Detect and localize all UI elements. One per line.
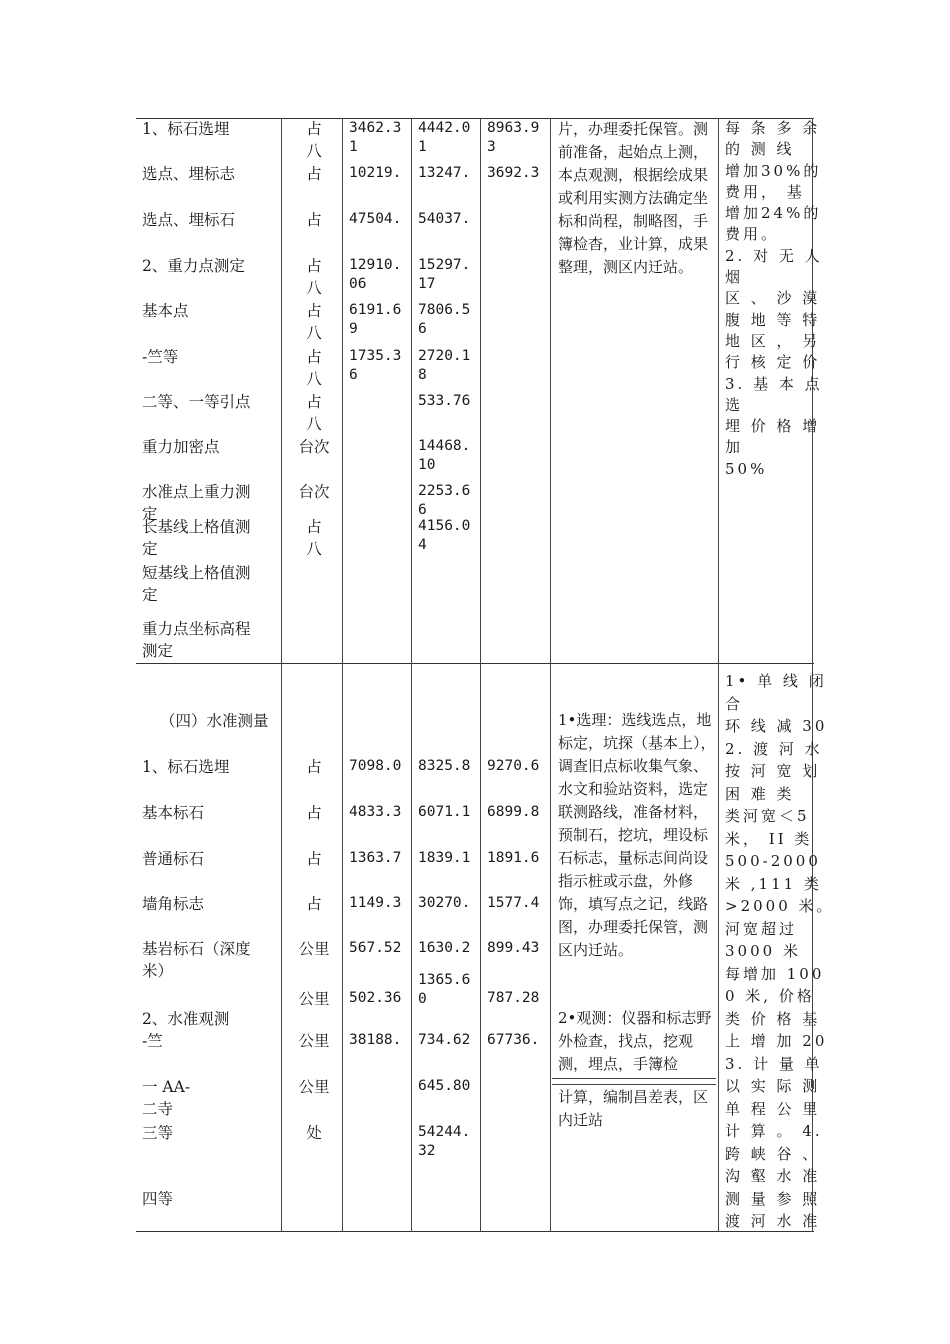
leveling-item-unit: 占 <box>306 895 322 913</box>
gravity-item-name: 水准点上重力测 定 <box>142 483 251 523</box>
leveling-price-c: 1891.6 <box>487 850 540 866</box>
gravity-price-c: 3692.3 <box>487 165 540 181</box>
col-divider-3 <box>411 118 412 1232</box>
leveling-price-c: 787.28 <box>487 990 540 1006</box>
note-line: 渡 河 水 准 <box>725 1212 821 1230</box>
note-line: 费用。 <box>725 225 780 244</box>
note-line: 类 价 格 基 <box>725 1009 821 1028</box>
note-line: 增加30%的 <box>725 161 822 180</box>
note-line: 每增加 100 <box>725 964 825 983</box>
col-divider-5 <box>550 118 551 1232</box>
gravity-item-unit: 占 八 <box>306 348 322 388</box>
leveling-item-unit: 公里 <box>298 1078 330 1096</box>
note-line: 的 测 线 <box>725 140 795 159</box>
gravity-item-unit: 台次 <box>298 438 330 456</box>
note-line: 加 <box>725 438 744 457</box>
gravity-item-name: -竺等 <box>142 348 179 366</box>
table-bottom-rule <box>136 1231 814 1232</box>
col-divider-6 <box>718 118 719 1232</box>
leveling-price-c: 1577.4 <box>487 895 540 911</box>
gravity-item-unit: 占 八 <box>306 393 322 433</box>
note-line: 单 程 公 里 <box>725 1099 821 1118</box>
leveling-item-unit: 占 <box>306 804 322 822</box>
note-line: 计 算 。 4. <box>725 1122 823 1140</box>
note-line: 环 线 减 30 <box>725 717 828 735</box>
note-line: 3. 计 量 单 <box>725 1054 823 1073</box>
leveling-price-b: 1839.1 <box>418 850 471 866</box>
gravity-price-b: 54037. <box>418 211 471 227</box>
note-line: 困 难 类 <box>725 784 795 803</box>
leveling-item-unit: 处 <box>306 1124 322 1142</box>
note-line: 上 增 加 20 <box>725 1032 828 1050</box>
col-divider-4 <box>480 118 481 1232</box>
gravity-price-a: 1735.3 6 <box>349 348 402 383</box>
leveling-item-name: 一 AA- 二寺 <box>142 1078 191 1118</box>
gravity-item-unit: 占 八 <box>306 120 322 160</box>
note-line: 河宽超过 <box>725 919 798 938</box>
gravity-work-description: 片，办理委托保管。测前准备，起始点上测，本点观测，根据绘成果或利用实测方法确定坐标和尚程，制略图，手簿检杳，业计算，成果整理，测区内迁站。 <box>558 120 709 276</box>
gravity-price-b: 533.76 <box>418 393 471 409</box>
gravity-item-unit: 占 <box>306 211 322 229</box>
leveling-price-a: 4833.3 <box>349 804 402 820</box>
gravity-item-name: 重力加密点 <box>142 438 220 456</box>
leveling-observation-description: 2•观测：仪器和标志野外检查，找点，挖观测，埋点，手簿检 <box>558 1009 712 1073</box>
note-line: 1• 单 线 闭 <box>725 672 827 690</box>
gravity-item-name: 短基线上格值测 定 <box>142 564 251 604</box>
note-line: 2. 对 无 人 <box>725 246 823 265</box>
leveling-price-b: 645.80 <box>418 1078 471 1094</box>
note-line: 按 河 宽 划 <box>725 762 821 780</box>
gravity-price-b: 4156.0 4 <box>418 518 471 553</box>
gravity-price-b: 7806.5 6 <box>418 302 471 337</box>
note-line: 类河宽＜5 <box>725 807 810 825</box>
note-line: 埋 价 格 增 <box>725 417 821 436</box>
gravity-item-unit: 占 八 <box>306 302 322 342</box>
leveling-item-name: 普通标石 <box>142 850 205 868</box>
gravity-item-name: 选点、埋标志 <box>142 165 236 183</box>
gravity-item-unit: 占 <box>306 165 322 183</box>
gravity-notes <box>725 118 823 480</box>
gravity-item-unit: 占 八 <box>306 257 322 297</box>
gravity-price-a: 47504. <box>349 211 402 227</box>
leveling-price-a: 7098.0 <box>349 758 402 774</box>
gravity-item-unit: 占 八 <box>306 518 322 558</box>
leveling-item-unit: 占 <box>306 758 322 776</box>
note-line: 2. 渡 河 水 <box>725 739 823 758</box>
note-line: 区 、 沙 漠 <box>725 289 821 308</box>
leveling-price-a: 1363.7 <box>349 850 402 866</box>
note-line: 50% <box>725 459 768 478</box>
note-line: 腹 地 等 特 <box>725 310 821 329</box>
leveling-item-unit: 公里 <box>298 990 330 1008</box>
note-line: 行 核 定 价 <box>725 353 821 372</box>
note-line: 费用， 基 <box>725 182 805 201</box>
leveling-price-a: 38188. <box>349 1032 402 1048</box>
note-line: 合 <box>725 694 744 713</box>
gravity-item-name: 二等、一等引点 <box>142 393 251 411</box>
leveling-price-c: 67736. <box>487 1032 540 1048</box>
note-line: 烟 <box>725 268 744 287</box>
leveling-item-name: 基本标石 <box>142 804 205 822</box>
note-line: >2000 米。 <box>725 897 835 915</box>
leveling-item-name: -竺 <box>142 1032 163 1050</box>
leveling-item-name: 四等 <box>142 1190 174 1208</box>
gravity-price-b: 13247. <box>418 165 471 181</box>
leveling-price-b: 8325.8 <box>418 758 471 774</box>
leveling-price-a: 567.52 <box>349 940 402 956</box>
note-line: 地 区 ， 另 <box>725 331 821 350</box>
gravity-item-unit: 台次 <box>298 483 330 501</box>
note-line: 3000 米 <box>725 942 801 960</box>
gravity-price-b: 14468. 10 <box>418 438 471 473</box>
leveling-price-c: 899.43 <box>487 940 540 956</box>
note-line: 选 <box>725 395 744 414</box>
leveling-price-a: 1149.3 <box>349 895 402 911</box>
note-line: 3. 基 本 点 <box>725 374 823 393</box>
gravity-price-b: 2720.1 8 <box>418 348 471 383</box>
col-divider-1 <box>281 118 282 1232</box>
leveling-calc-description: 计算，编制昌差表，区内迁站 <box>558 1088 709 1129</box>
leveling-burying-description: 1•选理：选线选点，地标定，坑探（基本上），调查旧点标收集气象、水文和验站资料，选定联测路线，准备材料，预制石，挖坑，埋设标石标志，量标志间尚设指示桩或示盘，外修饰，填写点之记，线路图，办理委托保管，测区内迁站。 <box>558 711 716 959</box>
leveling-price-b: 1630.2 <box>418 940 471 956</box>
gravity-price-c: 8963.9 3 <box>487 120 540 155</box>
leveling-price-b: 734.62 <box>418 1032 471 1048</box>
note-line: 跨 峡 谷 、 <box>725 1144 821 1163</box>
gravity-item-name: 2、重力点测定 <box>142 257 245 275</box>
gravity-item-name: 长基线上格值测 定 <box>142 518 251 558</box>
leveling-price-b: 54244. 32 <box>418 1124 471 1159</box>
leveling-item-name: 1、标石选埋 <box>142 758 230 776</box>
note-line: 增加24%的 <box>725 204 822 223</box>
gravity-price-a: 10219. <box>349 165 402 181</box>
leveling-price-c: 6899.8 <box>487 804 540 820</box>
leveling-price-a: 502.36 <box>349 990 402 1006</box>
note-line: 沟 壑 水 准 <box>725 1167 821 1185</box>
gravity-price-a: 6191.6 9 <box>349 302 402 337</box>
gravity-price-b: 4442.0 1 <box>418 120 471 155</box>
note-line: 米， II 类 <box>725 829 813 848</box>
leveling-item-name: 2、水准观测 <box>142 1010 230 1028</box>
gravity-item-name: 1、标石选埋 <box>142 120 230 138</box>
leveling-price-b: 1365.6 0 <box>418 972 471 1007</box>
gravity-price-b: 15297. 17 <box>418 257 471 292</box>
note-line: 每 条 多 余 <box>725 119 821 137</box>
note-line: 以 实 际 测 <box>725 1077 821 1095</box>
desc-inner-rule-1 <box>552 1078 716 1079</box>
note-line: 0 米, 价格 <box>725 987 815 1005</box>
leveling-notes <box>725 670 835 1232</box>
desc-inner-rule-2 <box>552 1084 716 1085</box>
gravity-price-b: 2253.6 6 <box>418 483 471 518</box>
gravity-item-name: 重力点坐标高程 测定 <box>142 620 251 660</box>
gravity-item-name: 选点、埋标石 <box>142 211 236 229</box>
leveling-item-name: 基岩标石（深度 米） <box>142 940 251 980</box>
leveling-item-unit: 占 <box>306 850 322 868</box>
gravity-item-name: 基本点 <box>142 302 189 320</box>
leveling-item-name: 三等 <box>142 1124 174 1142</box>
section-divider-rule <box>136 663 814 664</box>
gravity-price-a: 12910. 06 <box>349 257 402 292</box>
leveling-price-b: 30270. <box>418 895 471 911</box>
leveling-item-unit: 公里 <box>298 1032 330 1050</box>
leveling-item-unit: 公里 <box>298 940 330 958</box>
note-line: 米 ,111 类 <box>725 874 822 893</box>
leveling-section-title: （四）水准测量 <box>160 712 269 730</box>
leveling-price-b: 6071.1 <box>418 804 471 820</box>
note-line: 500-2000 <box>725 852 821 870</box>
note-line: 测 量 参 照 <box>725 1189 821 1208</box>
gravity-price-a: 3462.3 1 <box>349 120 402 155</box>
leveling-price-c: 9270.6 <box>487 758 540 774</box>
leveling-item-name: 墙角标志 <box>142 895 205 913</box>
